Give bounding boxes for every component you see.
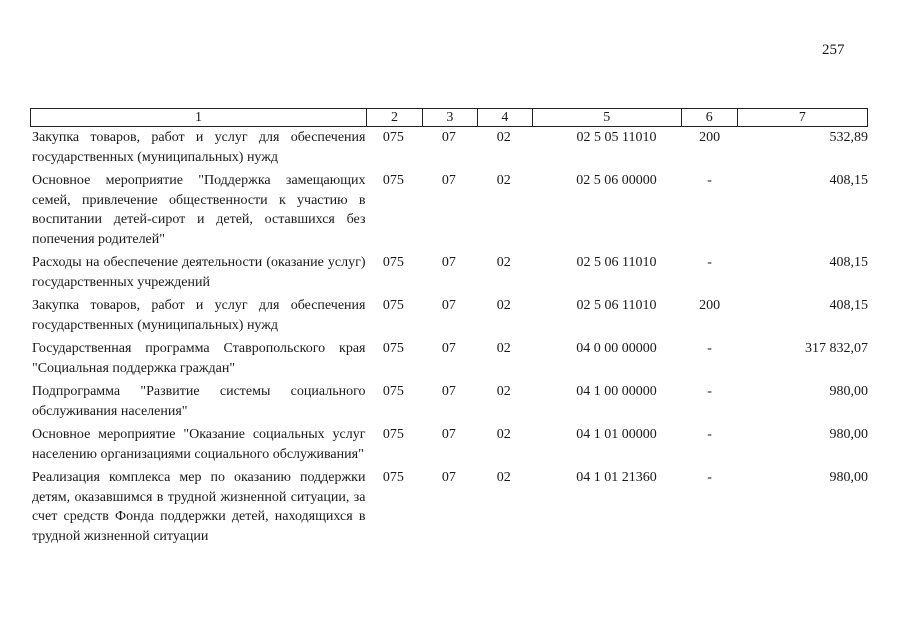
row-description: Закупка товаров, работ и услуг для обеспечения государственных (муниципальных) нужд	[32, 298, 366, 333]
row-col-5: 04 1 01 21360	[576, 470, 657, 485]
row-amount: 408,15	[829, 173, 868, 188]
row-col-2: 075	[382, 130, 404, 145]
row-amount: 408,15	[829, 298, 868, 313]
row-col-6: -	[707, 427, 712, 442]
table-row	[30, 171, 868, 249]
row-col-3: 07	[441, 130, 456, 145]
row-col-2: 075	[382, 298, 404, 313]
row-col-2: 075	[382, 384, 404, 399]
row-col-4: 02	[496, 298, 511, 313]
row-amount: 980,00	[829, 470, 868, 485]
row-col-6: -	[707, 173, 712, 188]
row-col-6: -	[707, 470, 712, 485]
row-col-4: 02	[496, 384, 511, 399]
row-col-6: 200	[699, 130, 721, 145]
row-col-2: 075	[382, 173, 404, 188]
row-description: Подпрограмма "Развитие системы социального обслуживания населения"	[32, 384, 366, 419]
row-description: Основное мероприятие "Оказание социальных услуг населению организациями социального обслуживания"	[32, 427, 366, 462]
row-amount: 980,00	[829, 384, 868, 399]
row-col-5: 02 5 06 00000	[576, 173, 657, 188]
table-row	[30, 425, 868, 464]
row-col-2: 075	[382, 427, 404, 442]
row-col-3: 07	[441, 298, 456, 313]
table-header	[30, 108, 868, 127]
header-col-4: 4	[477, 109, 532, 126]
row-amount: 532,89	[829, 130, 868, 145]
row-col-6: -	[707, 341, 712, 356]
row-col-4: 02	[496, 173, 511, 188]
row-col-5: 02 5 06 11010	[576, 255, 657, 270]
row-col-6: -	[707, 384, 712, 399]
row-col-4: 02	[496, 427, 511, 442]
row-col-3: 07	[441, 427, 456, 442]
table-body	[30, 128, 868, 550]
row-col-3: 07	[441, 384, 456, 399]
row-description: Реализация комплекса мер по оказанию поддержки детям, оказавшимся в трудной жизненной ситуации, за счет средств Фонда поддержки детей, находящихся в трудной жизненной ситуации	[32, 470, 366, 544]
row-amount: 317 832,07	[804, 341, 868, 356]
header-col-5: 5	[532, 109, 681, 126]
row-col-3: 07	[441, 173, 456, 188]
table-row	[30, 382, 868, 421]
header-col-1: 1	[194, 110, 202, 125]
table-row	[30, 296, 868, 335]
header-col-6: 6	[681, 109, 737, 126]
row-amount: 980,00	[829, 427, 868, 442]
row-col-4: 02	[496, 470, 511, 485]
row-col-5: 04 1 00 00000	[576, 384, 657, 399]
row-col-3: 07	[441, 341, 456, 356]
page-number: 257	[822, 42, 845, 58]
row-amount: 408,15	[829, 255, 868, 270]
row-col-4: 02	[496, 341, 511, 356]
row-description: Государственная программа Ставропольского края "Социальная поддержка граждан"	[32, 341, 366, 376]
row-col-3: 07	[441, 255, 456, 270]
row-description: Основное мероприятие "Поддержка замещающих семей, привлечение общественности к участию в воспитании детей-сирот и детей, оставшихся без попечения родителей"	[32, 173, 366, 247]
row-description: Закупка товаров, работ и услуг для обеспечения государственных (муниципальных) нужд	[32, 130, 366, 165]
row-col-6: -	[707, 255, 712, 270]
table-row	[30, 468, 868, 546]
row-col-5: 04 0 00 00000	[576, 341, 657, 356]
row-col-2: 075	[382, 255, 404, 270]
row-col-4: 02	[496, 255, 511, 270]
header-col-2: 2	[366, 109, 422, 126]
row-col-3: 07	[441, 470, 456, 485]
row-col-2: 075	[382, 470, 404, 485]
table-row	[30, 128, 868, 167]
row-col-4: 02	[496, 130, 511, 145]
row-col-5: 02 5 06 11010	[576, 298, 657, 313]
header-col-3: 3	[422, 109, 477, 126]
row-col-5: 04 1 01 00000	[576, 427, 657, 442]
row-col-6: 200	[699, 298, 721, 313]
row-col-5: 02 5 05 11010	[576, 130, 657, 145]
row-description: Расходы на обеспечение деятельности (оказание услуг) государственных учреждений	[32, 255, 366, 290]
table-row	[30, 339, 868, 378]
header-col-7: 7	[737, 109, 867, 126]
row-col-2: 075	[382, 341, 404, 356]
table-row	[30, 253, 868, 292]
